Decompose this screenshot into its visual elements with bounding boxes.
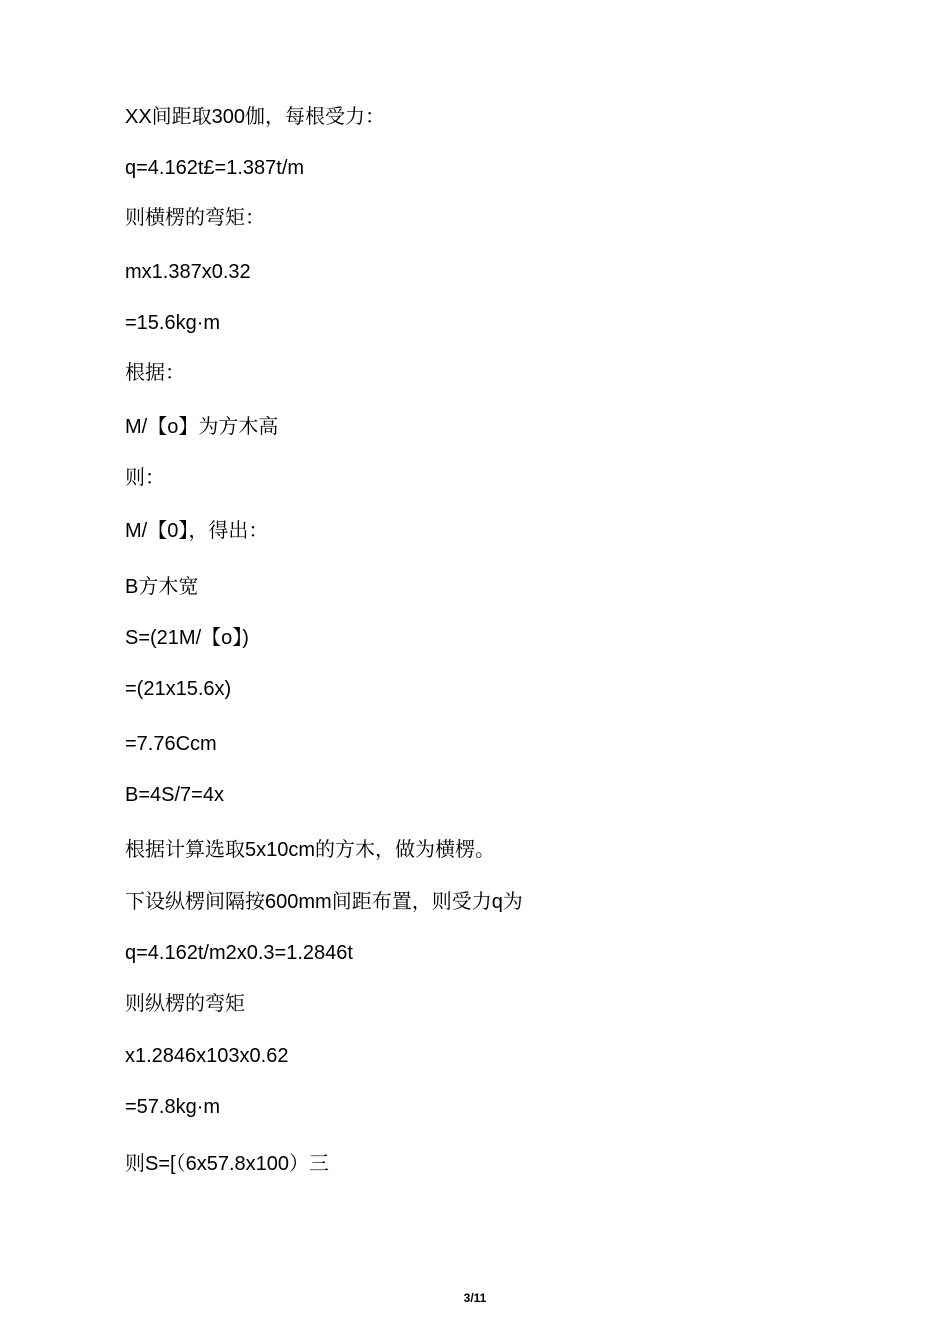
text-line-13: =7.76Ccm	[125, 733, 217, 755]
text-line-2: q=4.162t£=1.387t/m	[125, 157, 305, 179]
text-line-10: B方木宽	[125, 576, 199, 598]
text-line-21: 则S=[（6x57.8x100）三	[125, 1153, 329, 1175]
text-line-16: 下设纵楞间隔按600mm间距布置，则受力q为	[125, 891, 523, 913]
page-number: 3/11	[463, 1291, 487, 1305]
text-line-20: =57.8kg·m	[125, 1096, 221, 1118]
text-line-1: XX间距取300伽，每根受力：	[125, 106, 386, 128]
text-line-3: 则横楞的弯矩：	[125, 207, 265, 229]
text-line-6: 根据：	[125, 362, 185, 384]
text-line-7: M/【o】为方木高	[125, 416, 279, 438]
text-line-5: =15.6kg·m	[125, 312, 221, 334]
text-line-18: 则纵楞的弯矩	[125, 993, 245, 1015]
text-line-17: q=4.162t/m2x0.3=1.2846t	[125, 942, 353, 964]
text-line-19: x1.2846x103x0.62	[125, 1045, 289, 1067]
text-line-9: M/【0】，得出：	[125, 520, 269, 542]
text-line-11: S=(21M/【o】)	[125, 627, 249, 649]
text-line-12: =(21x15.6x)	[125, 678, 232, 700]
text-line-15: 根据计算选取5x10cm的方木，做为横楞。	[125, 839, 496, 861]
text-line-8: 则：	[125, 467, 165, 489]
text-line-4: mx1.387x0.32	[125, 261, 251, 283]
text-line-14: B=4S/7=4x	[125, 784, 224, 806]
